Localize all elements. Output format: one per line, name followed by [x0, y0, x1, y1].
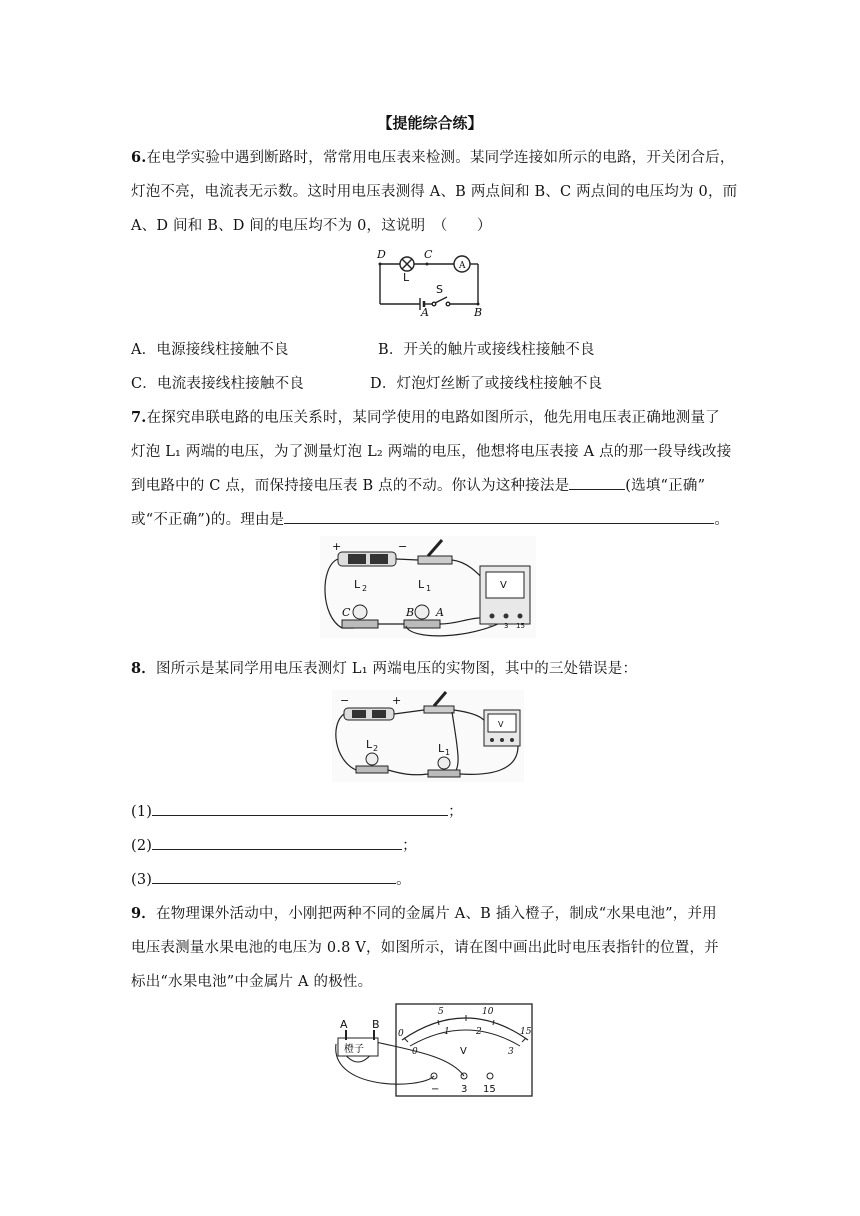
svg-text:A: A — [421, 306, 429, 318]
svg-text:−: − — [340, 694, 350, 707]
svg-text:15: 15 — [483, 1084, 496, 1095]
svg-text:B: B — [372, 1018, 380, 1031]
q9-line-1: 9．在物理课外活动中，小刚把两种不同的金属片 A、B 插入橙子，制成“水果电池”，并用 — [131, 905, 717, 922]
svg-text:S: S — [436, 283, 443, 296]
q6-circuit-diagram — [374, 246, 484, 318]
svg-text:D: D — [377, 248, 386, 261]
q9-line-2: 电压表测量水果电池的电压为 0.8 V，如图所示，请在图中画出此时电压表指针的位置，并 — [131, 940, 719, 956]
q7-line-1: 7.在探究串联电路的电压关系时，某同学使用的电路如图所示，他先用电压表正确地测量了 — [131, 409, 720, 426]
svg-text:L: L — [418, 578, 425, 591]
q7-circuit-photo — [320, 536, 536, 638]
q6-line-2: 灯泡不亮，电流表无示数。这时用电压表测得 A、B 两点间和 B、C 两点间的电压均为 0，而 — [131, 184, 738, 200]
q8-answer-2: (2) ； — [131, 834, 417, 855]
svg-text:2: 2 — [373, 744, 379, 753]
svg-text:C: C — [342, 606, 351, 619]
svg-text:+: + — [332, 540, 342, 553]
svg-text:3: 3 — [461, 1084, 468, 1095]
svg-text:15: 15 — [516, 622, 525, 630]
svg-text:V: V — [460, 1046, 467, 1057]
svg-text:3: 3 — [504, 622, 509, 630]
q7-number: 7. — [131, 409, 147, 426]
q6-option-a: A．电源接线柱接触不良 — [131, 342, 289, 358]
svg-text:L: L — [366, 738, 373, 751]
svg-text:2: 2 — [476, 1027, 482, 1037]
svg-text:−: − — [398, 540, 408, 553]
svg-text:2: 2 — [362, 584, 368, 593]
svg-text:1: 1 — [445, 748, 451, 757]
section-title: 【提能综合练】 — [377, 114, 483, 132]
svg-text:3: 3 — [508, 1047, 514, 1057]
q8-circuit-photo — [332, 690, 524, 782]
q9-fruit-battery-diagram — [330, 1000, 536, 1100]
svg-text:0: 0 — [412, 1047, 418, 1057]
svg-text:0: 0 — [398, 1029, 404, 1039]
q9-number: 9． — [131, 905, 156, 922]
svg-text:A: A — [459, 261, 466, 271]
q6-option-d: D．灯泡灯丝断了或接线柱接触不良 — [370, 376, 603, 392]
q7-blank-2[interactable] — [284, 509, 714, 524]
q7-line-3: 到电路中的 C 点，而保持接电压表 B 点的不动。你认为这种接法是 (选填“正确” — [131, 474, 705, 495]
q8-blank-1[interactable] — [152, 801, 448, 816]
svg-text:5: 5 — [438, 1007, 444, 1017]
q6-line-3: A、D 间和 B、D 间的电压均不为 0，这说明 （ ） — [131, 218, 492, 234]
q6-option-b: B．开关的触片或接线柱接触不良 — [378, 342, 595, 358]
q8-answer-3: (3) 。 — [131, 868, 411, 889]
svg-text:B: B — [406, 606, 415, 619]
q6-number: 6. — [131, 149, 147, 166]
svg-text:1: 1 — [426, 584, 432, 593]
svg-text:V: V — [500, 580, 507, 591]
svg-text:橙子: 橙子 — [344, 1044, 364, 1055]
svg-text:L: L — [403, 271, 410, 284]
svg-text:V: V — [498, 720, 504, 729]
svg-text:+: + — [392, 694, 402, 707]
q6-line-1: 6.在电学实验中遇到断路时，常常用电压表来检测。某同学连接如所示的电路，开关闭合后， — [131, 149, 735, 166]
q8-number: 8． — [131, 660, 156, 677]
q7-line-4: 或“不正确”)的。理由是 。 — [131, 508, 729, 529]
svg-text:10: 10 — [482, 1007, 494, 1017]
svg-text:L: L — [354, 578, 361, 591]
q6-option-c: C．电流表接线柱接触不良 — [131, 376, 304, 392]
svg-text:−: − — [431, 1084, 440, 1095]
svg-text:−: − — [488, 622, 494, 630]
q7-line-2: 灯泡 L₁ 两端的电压，为了测量灯泡 L₂ 两端的电压，他想将电压表接 A 点的那一段导线改接 — [131, 444, 732, 460]
svg-text:C: C — [424, 248, 433, 261]
q9-line-3: 标出“水果电池”中金属片 A 的极性。 — [131, 974, 373, 990]
q7-blank-1[interactable] — [569, 475, 625, 490]
svg-text:B: B — [474, 306, 483, 318]
q8-answer-1: (1) ； — [131, 800, 463, 821]
svg-text:A: A — [436, 606, 444, 619]
svg-text:L: L — [438, 742, 445, 755]
svg-text:A: A — [340, 1018, 348, 1031]
svg-text:1: 1 — [444, 1027, 450, 1037]
q8-blank-3[interactable] — [152, 869, 396, 884]
svg-text:15: 15 — [520, 1027, 532, 1037]
q8-line-1: 8．图所示是某同学用电压表测灯 L₁ 两端电压的实物图，其中的三处错误是： — [131, 660, 638, 677]
q8-blank-2[interactable] — [152, 835, 402, 850]
